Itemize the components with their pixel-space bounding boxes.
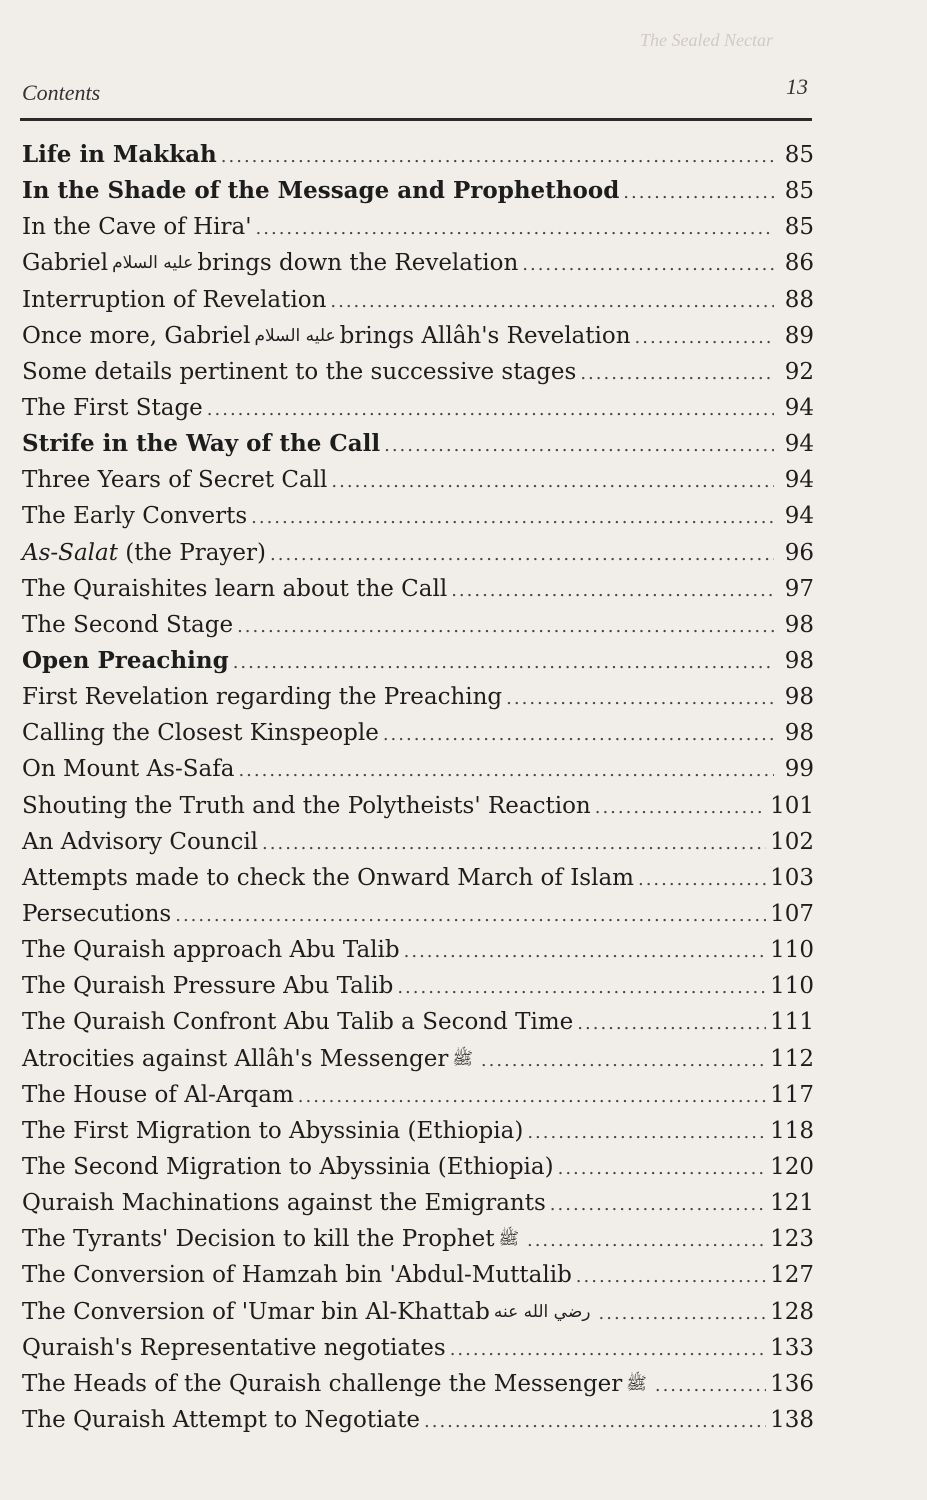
toc-entry-title-text: Three Years of Secret Call xyxy=(22,467,328,494)
toc-entry-page: 102 xyxy=(770,828,814,855)
toc-entry-page: 98 xyxy=(784,684,814,711)
dot-leader xyxy=(506,681,774,717)
toc-entry-title xyxy=(22,1077,294,1113)
toc-entry-title xyxy=(22,751,234,787)
honorific-glyph-icon: ﷺ xyxy=(626,1373,647,1394)
toc-entry xyxy=(22,209,814,245)
toc-entry-title-text: The Second Migration to Abyssinia (Ethiopia) xyxy=(22,1153,554,1180)
toc-entry xyxy=(22,932,814,968)
header-rule xyxy=(20,118,812,121)
toc-entry-page: 99 xyxy=(784,756,814,783)
toc-entry-page: 121 xyxy=(770,1190,814,1217)
toc-entry xyxy=(22,751,814,787)
honorific-glyph-icon: ﷺ xyxy=(452,1048,473,1069)
toc-entry-title xyxy=(22,932,400,968)
dot-leader xyxy=(623,175,774,211)
toc-entry-title-text: The House of Al-Arqam xyxy=(22,1081,294,1108)
toc-entry-page: 94 xyxy=(784,503,814,530)
toc-entry-page: 120 xyxy=(770,1153,814,1180)
toc-entry-page: 107 xyxy=(770,900,814,927)
toc-entry-title xyxy=(22,1294,595,1332)
toc-entry-page: 123 xyxy=(770,1226,814,1253)
dot-leader xyxy=(580,356,774,392)
toc-entry xyxy=(22,896,814,932)
toc-entry-title-text: An Advisory Council xyxy=(22,828,259,855)
toc-entry-title-text: As-Salat xyxy=(22,539,118,566)
toc-entry-title xyxy=(22,462,327,498)
toc-entry-page: 118 xyxy=(770,1117,814,1144)
toc-entry-title xyxy=(22,607,233,643)
toc-entry-title xyxy=(22,173,619,209)
honorific-glyph-icon: رضي الله عنه xyxy=(493,1301,591,1322)
toc-entry-page: 117 xyxy=(770,1081,814,1108)
toc-entry-title xyxy=(22,1257,572,1293)
toc-entry-page: 138 xyxy=(770,1406,814,1433)
dot-leader xyxy=(237,609,774,645)
toc-entry-page: 88 xyxy=(784,286,814,313)
dot-leader xyxy=(298,1079,766,1115)
toc-entry-title xyxy=(22,1185,546,1221)
toc-entry xyxy=(22,679,814,715)
dot-leader xyxy=(221,139,774,175)
toc-entry xyxy=(22,1330,814,1366)
dot-leader xyxy=(330,284,774,320)
toc-entry-title-text: In the Cave of Hira' xyxy=(22,214,252,241)
honorific-glyph-icon: عليه السلام xyxy=(254,325,336,346)
dot-leader xyxy=(481,1043,766,1079)
toc-entry-title xyxy=(22,498,247,534)
dot-leader xyxy=(451,573,774,609)
toc-entry-title-text: On Mount As-Safa xyxy=(22,756,235,783)
toc-entry-page: 96 xyxy=(784,539,814,566)
toc-entry-title xyxy=(22,390,203,426)
toc-entry-title-text: Once more, Gabriel xyxy=(22,322,251,349)
dot-leader xyxy=(383,717,774,753)
toc-entry-page: 86 xyxy=(784,250,814,277)
toc-entry-page: 94 xyxy=(784,467,814,494)
toc-entry xyxy=(22,1041,814,1077)
toc-entry-title-text: Gabriel xyxy=(22,250,109,277)
toc-entry xyxy=(22,245,814,281)
toc-entry xyxy=(22,390,814,426)
honorific-glyph-icon: عليه السلام xyxy=(112,253,194,274)
toc-entry-title-text: Some details pertinent to the successive stages xyxy=(22,358,577,385)
toc-entry xyxy=(22,137,814,173)
dot-leader xyxy=(397,970,766,1006)
dot-leader xyxy=(233,645,774,681)
toc-entry-page: 85 xyxy=(784,178,814,205)
toc-entry xyxy=(22,715,814,751)
toc-entry xyxy=(22,643,814,679)
toc-entry-page: 98 xyxy=(784,647,814,674)
toc-entry-title-text: Open Preaching xyxy=(22,646,229,674)
toc-entry xyxy=(22,1294,814,1330)
toc-entry-title xyxy=(22,1366,651,1404)
toc-entry xyxy=(22,824,814,860)
toc-entry-title xyxy=(22,715,379,751)
toc-entry-title-text: The Quraishites learn about the Call xyxy=(22,575,448,602)
toc-entry-page: 94 xyxy=(784,431,814,458)
toc-entry-page: 85 xyxy=(784,214,814,241)
toc-entry-title xyxy=(22,571,447,607)
dot-leader xyxy=(527,1223,766,1259)
toc-entry-title xyxy=(22,788,591,824)
toc-entry-title-text: The Quraish Pressure Abu Talib xyxy=(22,973,394,1000)
toc-entry xyxy=(22,1221,814,1257)
toc-entry-title xyxy=(22,209,252,245)
toc-entry-title xyxy=(22,1149,554,1185)
toc-entry-title-text: Atrocities against Allâh's Messenger xyxy=(22,1045,449,1072)
toc-entry-title-text: The Quraish approach Abu Talib xyxy=(22,937,400,964)
toc-entry-page: 110 xyxy=(770,937,814,964)
toc-entry-title-text: In the Shade of the Message and Prophethood xyxy=(22,177,620,205)
dot-leader xyxy=(404,934,766,970)
toc-entry-page: 89 xyxy=(784,322,814,349)
toc-entry-title-cont: brings down the Revelation xyxy=(197,250,519,277)
dot-leader xyxy=(638,862,766,898)
toc-entry-page: 136 xyxy=(770,1370,814,1397)
toc-entry-title-text: First Revelation regarding the Preaching xyxy=(22,684,503,711)
page-number: 13 xyxy=(786,74,808,99)
toc-entry-title-text: Quraish's Representative negotiates xyxy=(22,1334,446,1361)
dot-leader xyxy=(527,1115,766,1151)
toc-entry-title-cont: brings Allâh's Revelation xyxy=(339,322,631,349)
dot-leader xyxy=(550,1187,766,1223)
toc-entry-title-text: The Quraish Confront Abu Talib a Second Time xyxy=(22,1009,574,1036)
toc-entry-title-text: Interruption of Revelation xyxy=(22,286,327,313)
dot-leader xyxy=(635,320,774,356)
toc-entry-page: 110 xyxy=(770,973,814,1000)
toc-entry-title-text: Strife in the Way of the Call xyxy=(22,430,381,458)
toc-entry-title xyxy=(22,679,502,715)
toc-entry-title xyxy=(22,318,631,356)
toc-entry xyxy=(22,1077,814,1113)
toc-entry-title xyxy=(22,968,393,1004)
dot-leader xyxy=(522,247,774,283)
toc-entry-title xyxy=(22,535,266,571)
toc-entry-page: 133 xyxy=(770,1334,814,1361)
honorific-glyph-icon: ﷺ xyxy=(498,1229,519,1250)
toc-entry-title xyxy=(22,426,380,462)
toc-entry-page: 101 xyxy=(770,792,814,819)
toc-entry-title-text: Quraish Machinations against the Emigrants xyxy=(22,1190,546,1217)
toc-entry-page: 97 xyxy=(784,575,814,602)
toc-entry-title xyxy=(22,245,518,283)
toc-entry xyxy=(22,426,814,462)
table-of-contents xyxy=(22,137,814,1438)
toc-entry xyxy=(22,607,814,643)
toc-entry xyxy=(22,173,814,209)
dot-leader xyxy=(251,500,774,536)
toc-entry-title-text: The Tyrants' Decision to kill the Prophet xyxy=(22,1226,495,1253)
toc-entry-page: 85 xyxy=(784,142,814,168)
toc-entry-page: 98 xyxy=(784,611,814,638)
dot-leader xyxy=(207,392,774,428)
toc-entry-title xyxy=(22,1330,446,1366)
dot-leader xyxy=(558,1151,766,1187)
dot-leader xyxy=(450,1332,766,1368)
section-header: Contents xyxy=(22,80,101,105)
dot-leader xyxy=(577,1006,766,1042)
toc-entry-page: 112 xyxy=(770,1045,814,1072)
toc-entry xyxy=(22,282,814,318)
toc-entry xyxy=(22,1402,814,1438)
toc-entry-title xyxy=(22,1041,477,1079)
toc-entry xyxy=(22,571,814,607)
bleed-through-text: The Sealed Nectar xyxy=(640,30,773,50)
toc-entry-title xyxy=(22,137,217,173)
toc-entry-page: 92 xyxy=(784,358,814,385)
toc-entry-title xyxy=(22,1402,420,1438)
toc-entry xyxy=(22,1366,814,1402)
dot-leader xyxy=(175,898,766,934)
toc-entry-page: 128 xyxy=(770,1298,814,1325)
toc-entry-title-text: The Quraish Attempt to Negotiate xyxy=(22,1406,420,1433)
toc-entry xyxy=(22,318,814,354)
toc-entry xyxy=(22,1113,814,1149)
toc-entry xyxy=(22,1185,814,1221)
toc-entry xyxy=(22,354,814,390)
toc-entry-title xyxy=(22,1113,523,1149)
dot-leader xyxy=(424,1404,766,1440)
toc-entry xyxy=(22,968,814,1004)
toc-entry xyxy=(22,1257,814,1293)
toc-entry-title-text: The Conversion of 'Umar bin Al-Khattab xyxy=(22,1298,490,1325)
dot-leader xyxy=(599,1296,767,1332)
dot-leader xyxy=(262,826,766,862)
toc-entry-title xyxy=(22,896,171,932)
toc-entry xyxy=(22,860,814,896)
dot-leader xyxy=(384,428,774,464)
dot-leader xyxy=(238,753,774,789)
toc-entry-title xyxy=(22,860,634,896)
toc-entry-title-text: The Second Stage xyxy=(22,611,234,638)
dot-leader xyxy=(576,1259,766,1295)
toc-entry-title xyxy=(22,1004,573,1040)
toc-entry-page: 127 xyxy=(770,1262,814,1289)
toc-entry-title-text: The Conversion of Hamzah bin 'Abdul-Muttalib xyxy=(22,1262,572,1289)
dot-leader xyxy=(331,464,774,500)
toc-entry-title-cont: (the Prayer) xyxy=(117,539,266,566)
dot-leader xyxy=(595,790,766,826)
toc-entry xyxy=(22,462,814,498)
toc-entry xyxy=(22,498,814,534)
toc-entry-title-text: Life in Makkah xyxy=(22,141,217,168)
toc-entry xyxy=(22,535,814,571)
toc-entry-title-text: The First Stage xyxy=(22,394,203,421)
dot-leader xyxy=(256,211,774,247)
toc-entry-page: 103 xyxy=(770,864,814,891)
toc-entry-title-text: The Heads of the Quraish challenge the Messenger xyxy=(22,1370,623,1397)
toc-entry-title-text: Persecutions xyxy=(22,900,172,927)
toc-entry xyxy=(22,788,814,824)
toc-entry-page: 98 xyxy=(784,720,814,747)
toc-entry-title xyxy=(22,282,326,318)
toc-entry-title-text: Shouting the Truth and the Polytheists' Reaction xyxy=(22,792,591,819)
toc-entry-title-text: Calling the Closest Kinspeople xyxy=(22,720,379,747)
toc-entry-title xyxy=(22,643,229,679)
dot-leader xyxy=(655,1368,766,1404)
toc-entry-title xyxy=(22,824,258,860)
toc-entry xyxy=(22,1004,814,1040)
toc-entry-page: 94 xyxy=(784,394,814,421)
toc-entry xyxy=(22,1149,814,1185)
toc-entry-page: 111 xyxy=(770,1009,814,1036)
toc-entry-title-text: Attempts made to check the Onward March of Islam xyxy=(22,864,634,891)
toc-entry-title-text: The First Migration to Abyssinia (Ethiopia) xyxy=(22,1117,524,1144)
toc-entry-title xyxy=(22,354,576,390)
toc-entry-title-text: The Early Converts xyxy=(22,503,248,530)
toc-entry-title xyxy=(22,1221,523,1259)
dot-leader xyxy=(270,537,774,573)
